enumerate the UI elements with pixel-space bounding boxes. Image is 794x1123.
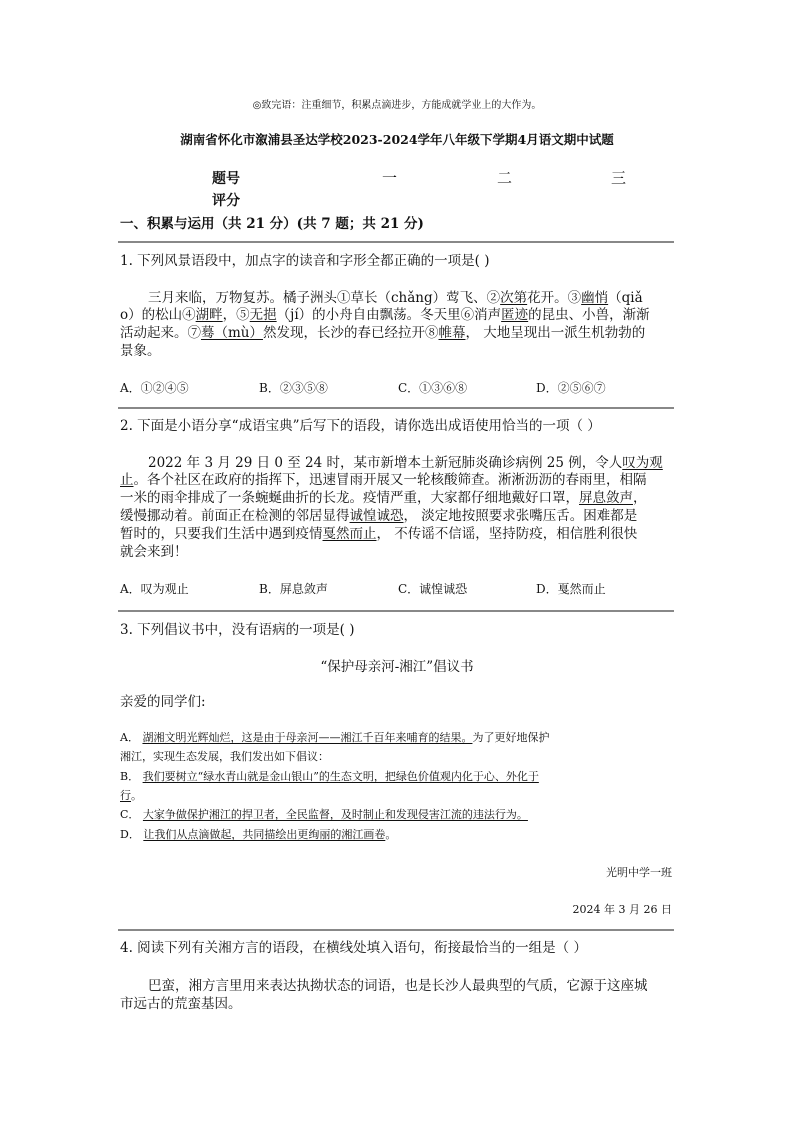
- divider: [118, 929, 674, 931]
- divider: [118, 610, 674, 612]
- question-2-stem: 2. 下面是小语分享“成语宝典”后写下的语段，请你选出成语使用恰当的一项（ ）: [120, 418, 601, 434]
- question-4-stem: 4. 阅读下列有关湘方言的语段，在横线处填入语句，衔接最恰当的一组是（ ）: [120, 940, 587, 956]
- q1-option-c[interactable]: C．①③⑥⑧: [398, 381, 468, 395]
- q3-option-c[interactable]: C． 大家争做保护湘江的捍卫者，全民监督，及时制止和发现侵害江流的违法行为。: [120, 808, 528, 821]
- score-column-2: 二: [497, 169, 513, 187]
- q3-option-b[interactable]: B． 我们要树立“绿水青山就是金山银山”的生态文明，把绿色价值观内化于心、外化于: [120, 770, 539, 783]
- q1-passage-line-4: 景象。: [120, 343, 161, 359]
- q2-passage-line-1: 2022 年 3 月 29 日 0 至 24 时，某市新增本土新冠肺炎确诊病例 25 例，令人叹为观: [148, 455, 663, 471]
- question-3-stem: 3. 下列倡议书中，没有语病的一项是( ): [120, 622, 355, 638]
- q3-option-b-continued: 行。: [120, 789, 142, 802]
- divider: [118, 407, 674, 409]
- q4-passage-line-2: 市远古的荒蛮基因。: [120, 996, 242, 1012]
- proposal-greeting: 亲爱的同学们:: [120, 694, 206, 710]
- divider: [118, 241, 674, 243]
- score-row-label-number: 题号: [212, 171, 240, 187]
- q1-option-a[interactable]: A．①②④⑤: [120, 381, 189, 395]
- proposal-signature: 光明中学一班: [606, 866, 672, 879]
- score-row-label-score: 评分: [212, 193, 240, 209]
- q2-option-c[interactable]: C．诚惶诚恐: [398, 582, 468, 596]
- q2-option-d[interactable]: D．戛然而止: [536, 582, 606, 596]
- q1-passage-line-3: 活动起来。⑦蓦（mù）然发现，长沙的春已经拉开⑧帷幕， 大地呈现出一派生机勃勃的: [120, 325, 646, 341]
- proposal-date: 2024 年 3 月 26 日: [572, 903, 672, 916]
- motto: ◎致完语：注重细节，积累点滴进步，方能成就学业上的大作为。: [252, 100, 542, 111]
- question-1-stem: 1. 下列风景语段中，加点字的读音和字形全都正确的一项是( ): [120, 253, 490, 269]
- q2-passage-line-4: 缓慢挪动着。前面正在检测的邻居显得诚惶诚恐， 淡定地按照要求张嘴压舌。困难都是: [120, 508, 638, 524]
- q1-option-d[interactable]: D．②⑤⑥⑦: [536, 381, 606, 395]
- score-column-3: 三: [611, 169, 627, 187]
- proposal-title: “保护母亲河-湘江”倡议书: [320, 659, 474, 675]
- q2-option-a[interactable]: A．叹为观止: [120, 582, 189, 596]
- q2-passage-line-6: 就会来到！: [120, 544, 188, 560]
- q1-passage-line-2: o）的松山④湖畔，⑤无挹（jí）的小舟自由飘荡。冬天里⑥消声匿迹的昆虫、小兽，渐渐: [120, 307, 650, 323]
- q2-passage-line-5: 暂时的，只要我们生活中遇到疫情戛然而止， 不传谣不信谣，坚持防疫，相信胜利很快: [120, 526, 638, 542]
- q2-passage-line-3: 一米的雨伞排成了一条蜿蜒曲折的长龙。疫情严重，大家都仔细地戴好口罩，屏息敛声，: [120, 490, 647, 506]
- q2-option-b[interactable]: B．屏息敛声: [259, 582, 328, 596]
- q3-option-d[interactable]: D． 让我们从点滴做起，共同描绘出更绚丽的湘江画卷。: [120, 828, 397, 841]
- q1-option-b[interactable]: B．②③⑤⑧: [259, 381, 328, 395]
- q1-passage-line-1: 三月来临，万物复苏。橘子洲头①草长（chǎng）莺飞、②次第花开。③幽悄（qiǎ: [148, 290, 643, 306]
- exam-title: 湖南省怀化市溆浦县圣达学校2023-2024学年八年级下学期4月语文期中试题: [180, 132, 614, 147]
- score-column-1: 一: [382, 169, 398, 187]
- section-heading: 一、积累与运用（共 21 分）(共 7 题；共 21 分): [120, 216, 424, 232]
- q4-passage-line-1: 巴蛮，湘方言里用来表达执拗状态的词语，也是长沙人最典型的气质，它源于这座城: [148, 978, 648, 994]
- q3-option-a[interactable]: A． 湖湘文明光辉灿烂，这是由于母亲河——湘江千百年来哺育的结果。为了更好地保护: [120, 731, 550, 744]
- q2-passage-line-2: 止。各个社区在政府的指挥下，迅速冒雨开展又一轮核酸筛查。淅淅沥沥的春雨里，相隔: [120, 472, 647, 488]
- q3-option-a-continued: 湘江，实现生态发展，我们发出如下倡议：: [120, 750, 329, 763]
